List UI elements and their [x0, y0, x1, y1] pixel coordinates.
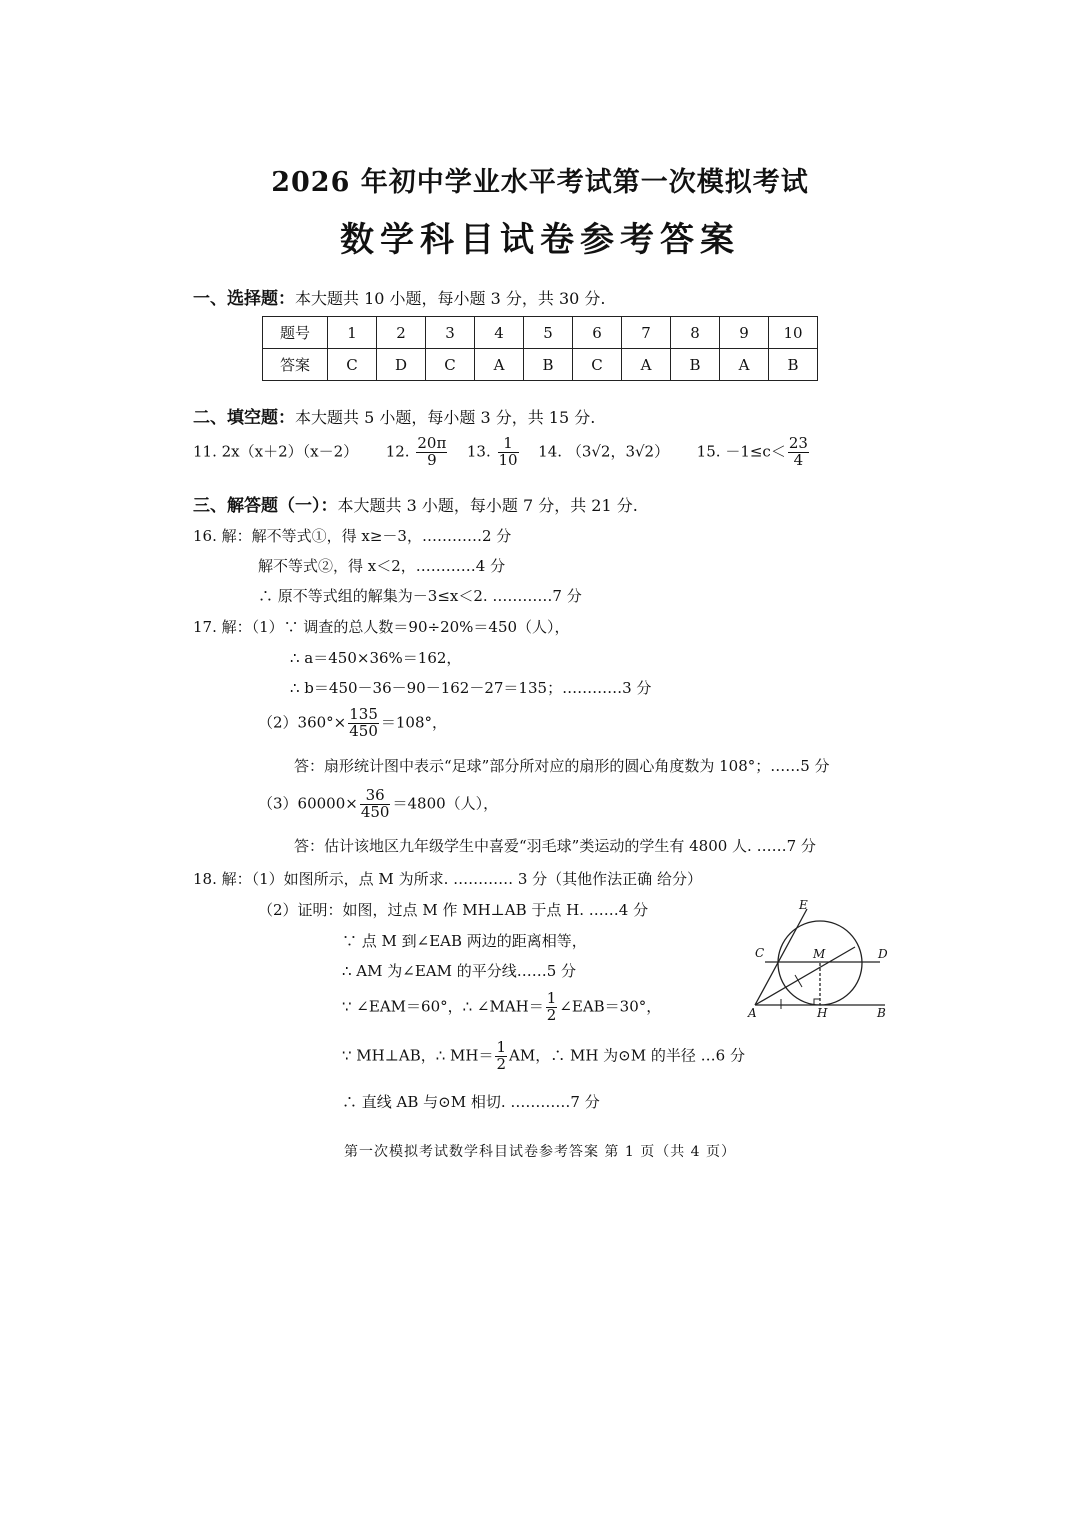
q17-line6: [258, 788, 498, 821]
q15-answer-prefix: －1≤c＜: [725, 442, 786, 461]
answer-key-title: 数学科目试卷参考答案: [340, 220, 740, 260]
row-label-answer: 答案: [263, 349, 328, 381]
q11-label: 11.: [193, 442, 217, 461]
q17-line5: 答：扇形统计图中表示“足球”部分所对应的扇形的圆心角度数为 108°；……5 分: [294, 757, 830, 775]
section2-heading-line: [193, 403, 595, 428]
label-h: H: [817, 1006, 828, 1020]
section3-desc: 本大题共 3 小题，每小题 7 分，共 21 分.: [337, 496, 638, 515]
table-cell: 8: [671, 317, 720, 349]
q18-l5-suffix: ∠EAB＝30°，: [559, 997, 662, 1016]
table-cell: 1: [328, 317, 377, 349]
q18-line3: ∵ 点 M 到∠EAB 两边的距离相等，: [342, 932, 587, 950]
table-row-numbers: [263, 317, 818, 349]
section1-heading-line: [193, 284, 606, 309]
q17-l6-suffix: ＝4800（人），: [392, 794, 499, 813]
table-cell: 4: [475, 317, 524, 349]
table-cell: C: [328, 349, 377, 381]
table-cell: B: [524, 349, 573, 381]
q12-label: 12.: [385, 442, 410, 461]
table-cell: 10: [769, 317, 818, 349]
table-cell: 5: [524, 317, 573, 349]
q13-denominator: 10: [498, 450, 518, 469]
q17-l6-denominator: 450: [360, 802, 390, 821]
q17-l4-denominator: 450: [349, 721, 378, 740]
q16-line3: ∴ 原不等式组的解集为－3≤x＜2. …………7 分: [258, 587, 582, 605]
section1-desc: 本大题共 10 小题，每小题 3 分，共 30 分.: [295, 289, 606, 308]
q18-l5-fraction: [546, 991, 558, 1024]
q18-l6-fraction: [495, 1040, 507, 1073]
q17-line4: [258, 707, 447, 740]
q13-label: 13.: [466, 442, 491, 461]
q12-fraction: [416, 436, 447, 469]
q17-l6-prefix: （3）60000×: [258, 794, 358, 813]
table-cell: A: [622, 349, 671, 381]
q17-line2: ∴ a＝450×36%＝162，: [290, 649, 462, 667]
q13-fraction: [498, 436, 519, 469]
table-cell: A: [720, 349, 769, 381]
table-cell: 9: [720, 317, 769, 349]
table-cell: 2: [377, 317, 426, 349]
q18-line6: [342, 1040, 745, 1073]
q17-l4-prefix: （2）360°×: [258, 713, 347, 732]
table-cell: C: [573, 349, 622, 381]
q17-line1: 17. 解：（1）∵ 调查的总人数＝90÷20%＝450（人），: [193, 618, 570, 636]
q18-l5-numerator: 1: [546, 989, 557, 1007]
q17-line7: 答：估计该地区九年级学生中喜爱“羽毛球”类运动的学生有 4800 人. ……7 分: [294, 837, 816, 855]
q18-l5-denominator: 2: [546, 1005, 557, 1024]
q15-numerator: 23: [788, 434, 808, 452]
q18-l6-suffix: AM，∴ MH 为⊙M 的半径 …6 分: [509, 1046, 745, 1065]
label-b: B: [877, 1006, 886, 1020]
row-label-number: 题号: [263, 317, 328, 349]
q14-label: 14.: [538, 442, 563, 461]
table-cell: A: [475, 349, 524, 381]
q18-l5-prefix: ∵ ∠EAM＝60°，∴ ∠MAH＝: [342, 997, 544, 1016]
q17-l4-numerator: 135: [349, 705, 378, 723]
q17-l4-fraction: [348, 707, 379, 740]
section3-heading-line: [193, 491, 638, 516]
table-row-answers: [263, 349, 818, 381]
q15-label: 15.: [696, 442, 721, 461]
q15-fraction: [788, 436, 809, 469]
table-cell: B: [769, 349, 818, 381]
q16-line2: 解不等式②，得 x＜2，…………4 分: [258, 557, 506, 575]
q18-line1: 18. 解：（1）如图所示，点 M 为所求. ………… 3 分（其他作法正确 给分）: [193, 870, 702, 888]
page-footer: 第一次模拟考试数学科目试卷参考答案 第 1 页（共 4 页）: [343, 1144, 737, 1160]
answer-table: [262, 316, 818, 381]
q11-answer: 2x（x＋2）（x－2）: [221, 442, 359, 461]
label-d: D: [878, 947, 888, 961]
q14-answer: （3√2，3√2）: [566, 442, 670, 461]
q17-l6-numerator: 36: [360, 788, 391, 805]
q17-l4-suffix: ＝108°，: [380, 713, 448, 732]
table-cell: B: [671, 349, 720, 381]
label-e: E: [799, 898, 808, 912]
q18-line4: ∴ AM 为∠EAM 的平分线……5 分: [342, 962, 577, 980]
section1-heading: 一、选择题：: [193, 289, 295, 309]
section3-heading: 三、解答题（一）：: [193, 496, 338, 516]
exam-title: 2026 年初中学业水平考试第一次模拟考试: [271, 167, 809, 198]
table-cell: D: [377, 349, 426, 381]
label-m: M: [813, 947, 826, 961]
section2-desc: 本大题共 5 小题，每小题 3 分，共 15 分.: [295, 408, 596, 427]
q17-line3: ∴ b＝450－36－90－162－27＝135；…………3 分: [290, 679, 652, 697]
q16-line1: 16. 解：解不等式①，得 x≥－3，…………2 分: [193, 527, 512, 545]
label-c: C: [755, 946, 765, 960]
fill-in-answers-line: [193, 436, 811, 469]
q15-denominator: 4: [793, 450, 804, 469]
table-cell: 6: [573, 317, 622, 349]
label-a: A: [748, 1006, 757, 1020]
q18-l6-denominator: 2: [496, 1054, 507, 1073]
q18-line2: （2）证明：如图，过点 M 作 MH⊥AB 于点 H. ……4 分: [258, 901, 649, 919]
table-cell: 3: [426, 317, 475, 349]
q12-numerator: 20π: [417, 434, 447, 452]
q17-l6-fraction: [360, 788, 391, 821]
table-cell: 7: [622, 317, 671, 349]
section2-heading: 二、填空题：: [193, 408, 295, 428]
q18-l6-prefix: ∵ MH⊥AB，∴ MH＝: [342, 1046, 494, 1065]
q18-l6-numerator: 1: [496, 1038, 507, 1056]
q18-line7: ∴ 直线 AB 与⊙M 相切. …………7 分: [342, 1093, 600, 1111]
q18-line5: [342, 991, 661, 1024]
geometry-figure: [745, 895, 895, 1020]
table-cell: C: [426, 349, 475, 381]
q13-numerator: 1: [498, 436, 519, 453]
q12-denominator: 9: [427, 450, 437, 469]
